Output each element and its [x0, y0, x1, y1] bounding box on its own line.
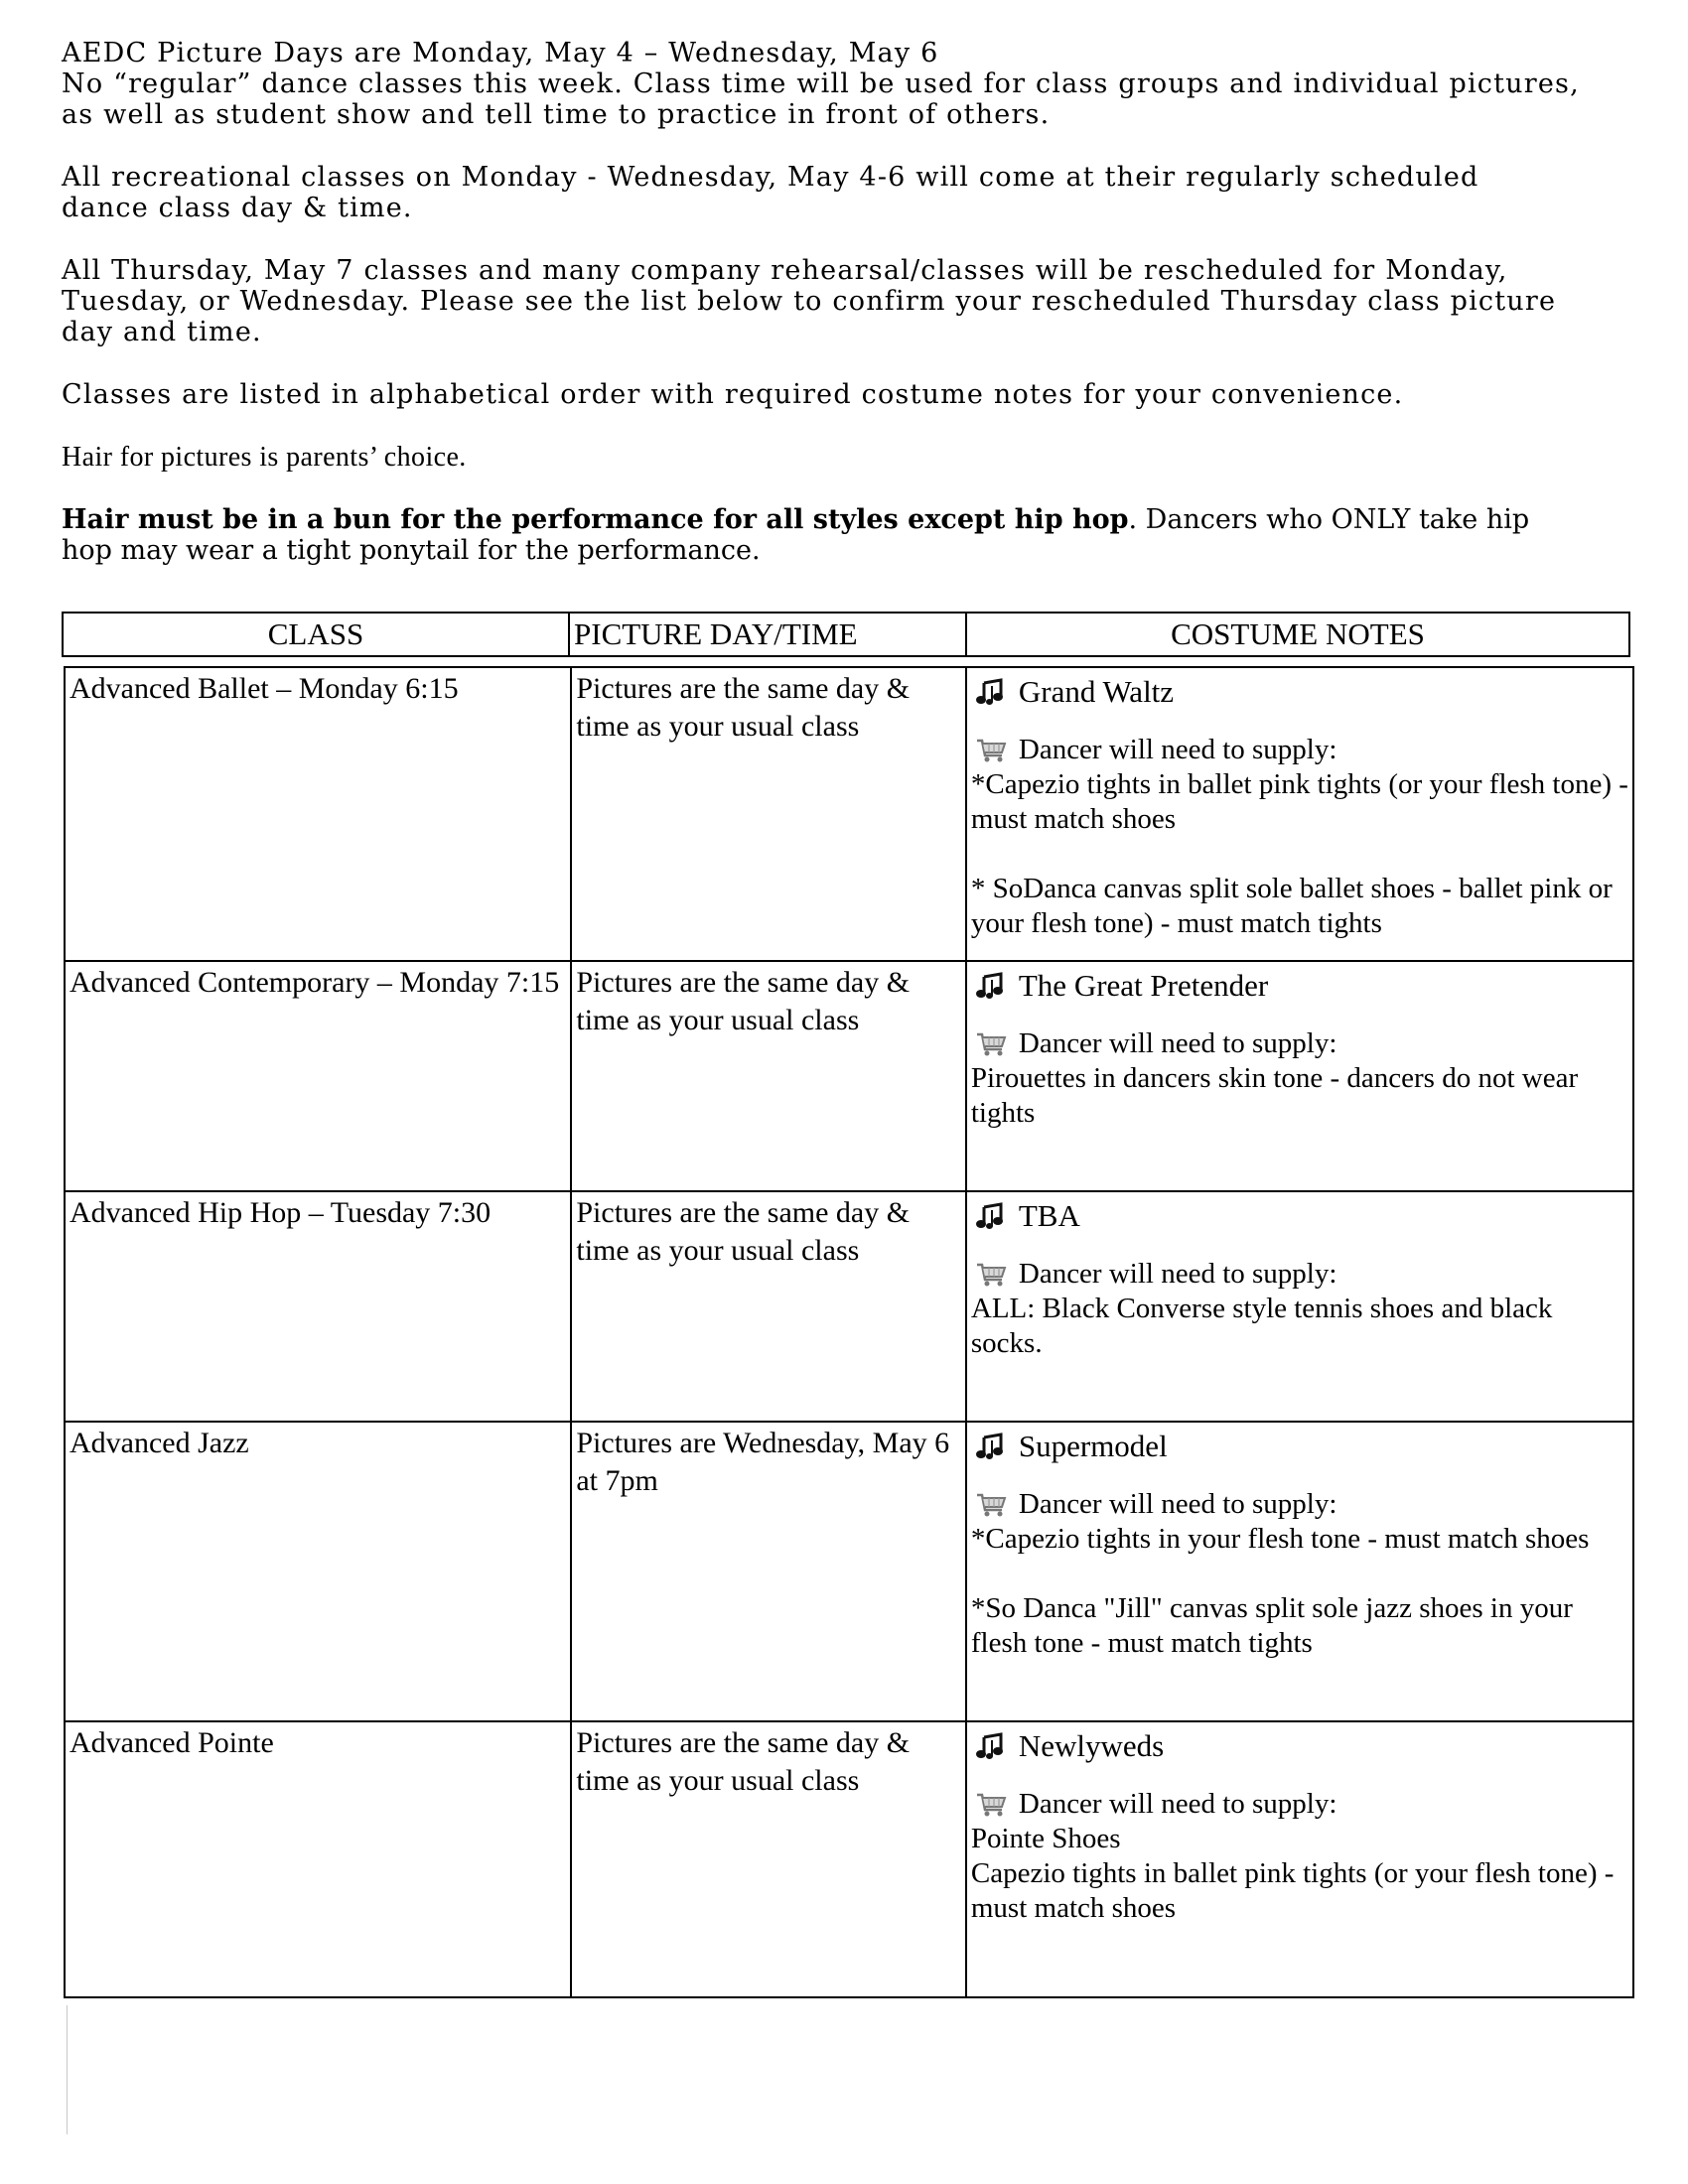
shopping-cart-icon	[975, 1791, 1007, 1819]
hair-choice-note: Hair for pictures is parents’ choice.	[62, 442, 467, 473]
hair-rule-bold: Hair must be in a bun for the performance for all styles except hip hop	[62, 504, 1129, 535]
intro-paragraph-4: Classes are listed in alphabetical order with required costume notes for your convenience.	[62, 379, 1404, 410]
supply-label: Dancer will need to supply:	[1018, 1488, 1337, 1520]
hair-rule-rest: hop may wear a tight ponytail for the performance.	[62, 535, 761, 566]
supply-line	[971, 1487, 1628, 1522]
header-class: CLASS	[64, 614, 570, 655]
shopping-cart-icon	[975, 1030, 1007, 1058]
intro-paragraph-2	[62, 162, 1650, 223]
supply-item: Capezio tights in ballet pink tights (or your flesh tone) - must match shoes	[970, 1857, 1615, 1924]
table-row	[65, 961, 1633, 1191]
class-cell: Advanced Jazz	[65, 1422, 571, 1721]
costume-cell	[966, 1191, 1633, 1422]
music-notes-icon	[975, 972, 1005, 1000]
class-cell: Advanced Ballet – Monday 6:15	[65, 667, 571, 961]
song-line	[971, 1429, 1628, 1463]
intro-text	[62, 38, 1650, 566]
supply-line	[971, 733, 1628, 767]
supply-label: Dancer will need to supply:	[1018, 1788, 1337, 1820]
picture-cell: Pictures are the same day & time as your usual class	[571, 667, 966, 961]
song-title: TBA	[1018, 1198, 1080, 1233]
picture-cell: Pictures are the same day & time as your usual class	[571, 1191, 966, 1422]
picture-cell: Pictures are Wednesday, May 6 at 7pm	[571, 1422, 966, 1721]
supply-item: Pointe Shoes	[970, 1823, 1121, 1854]
song-line	[971, 1198, 1628, 1233]
costume-cell	[966, 667, 1633, 961]
supply-item: Pirouettes in dancers skin tone - dancers do not wear tights	[970, 1062, 1579, 1129]
table-row	[65, 1422, 1633, 1721]
costume-cell	[966, 1721, 1633, 1997]
costume-cell	[966, 1422, 1633, 1721]
margin-rule	[67, 2005, 68, 2134]
class-cell: Advanced Pointe	[65, 1721, 571, 1997]
song-line	[971, 674, 1628, 709]
supply-line	[971, 1787, 1628, 1822]
header-picture-day-time: PICTURE DAY/TIME	[570, 614, 967, 655]
header-costume-notes: COSTUME NOTES	[1171, 616, 1425, 651]
class-cell: Advanced Contemporary – Monday 7:15	[65, 961, 571, 1191]
intro-paragraph-3	[62, 255, 1650, 347]
supply-line	[971, 1026, 1628, 1061]
picture-cell: Pictures are the same day & time as your usual class	[571, 1721, 966, 1997]
supply-label: Dancer will need to supply:	[1018, 1258, 1337, 1290]
song-line	[971, 968, 1628, 1003]
shopping-cart-icon	[975, 1491, 1007, 1519]
shopping-cart-icon	[975, 1261, 1007, 1289]
supply-line	[971, 1257, 1628, 1292]
intro-line: No “regular” dance classes this week. Class time will be used for class groups and individual pictures,	[62, 68, 1580, 99]
intro-paragraph-1	[62, 38, 1650, 130]
supply-item: *So Danca "Jill" canvas split sole jazz shoes in your flesh tone - must match tights	[970, 1592, 1573, 1659]
supply-label: Dancer will need to supply:	[1018, 734, 1337, 765]
supply-item: *Capezio tights in ballet pink tights (or your flesh tone) - must match shoes	[970, 768, 1628, 835]
class-cell: Advanced Hip Hop – Tuesday 7:30	[65, 1191, 571, 1422]
class-table	[64, 666, 1634, 1998]
table-header	[62, 612, 1630, 657]
table-row	[65, 1721, 1633, 1997]
intro-line: All recreational classes on Monday - Wednesday, May 4-6 will come at their regularly scheduled	[62, 162, 1479, 193]
song-line	[971, 1728, 1628, 1763]
table-row	[65, 1191, 1633, 1422]
music-notes-icon	[975, 1732, 1005, 1760]
intro-line: Tuesday, or Wednesday. Please see the list below to confirm your rescheduled Thursday class picture	[62, 286, 1557, 317]
song-title: Supermodel	[1018, 1429, 1168, 1463]
music-notes-icon	[975, 1202, 1005, 1230]
hair-rule-note	[62, 504, 1650, 566]
intro-line: All Thursday, May 7 classes and many company rehearsal/classes will be rescheduled for Monday,	[62, 255, 1508, 286]
music-notes-icon	[975, 1433, 1005, 1460]
song-title: Newlyweds	[1018, 1728, 1165, 1763]
picture-days-heading: AEDC Picture Days are Monday, May 4 – Wednesday, May 6	[62, 38, 939, 68]
table-row	[65, 667, 1633, 961]
supply-item: * SoDanca canvas split sole ballet shoes - ballet pink or your flesh tone) - must match tights	[970, 873, 1613, 939]
shopping-cart-icon	[975, 737, 1007, 764]
song-title: The Great Pretender	[1018, 968, 1269, 1003]
picture-cell: Pictures are the same day & time as your usual class	[571, 961, 966, 1191]
supply-item: ALL: Black Converse style tennis shoes and black socks.	[970, 1293, 1553, 1359]
supply-item: *Capezio tights in your flesh tone - must match shoes	[970, 1523, 1590, 1555]
song-title: Grand Waltz	[1018, 674, 1175, 709]
intro-line: as well as student show and tell time to practice in front of others.	[62, 99, 1051, 130]
intro-line: dance class day & time.	[62, 193, 413, 223]
music-notes-icon	[975, 678, 1005, 706]
supply-label: Dancer will need to supply:	[1018, 1027, 1337, 1059]
costume-cell	[966, 961, 1633, 1191]
hair-rule-rest: . Dancers who ONLY take hip	[1128, 504, 1530, 535]
intro-line: day and time.	[62, 317, 262, 347]
